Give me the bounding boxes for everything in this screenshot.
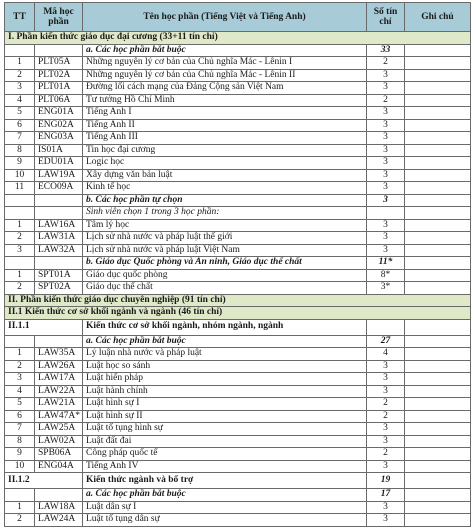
section-title: I. Phần kiến thức giáo dục đại cương (33+11 tín chỉ) <box>5 32 471 45</box>
group-credits: 33 <box>367 44 405 57</box>
row-name: Tư tưởng Hồ Chí Minh <box>83 94 367 107</box>
row-code: PLT01A <box>35 82 83 95</box>
row-code: IS01A <box>35 144 83 157</box>
row-tt: 2 <box>5 360 35 373</box>
row-credits: 3 <box>367 460 405 473</box>
block-row <box>5 473 471 489</box>
table-row <box>5 232 471 245</box>
row-code: LAW31A <box>35 232 83 245</box>
table-row <box>5 244 471 257</box>
group-row <box>5 335 471 348</box>
row-code: LAW25A <box>35 423 83 436</box>
row-tt: 8 <box>5 144 35 157</box>
table-row <box>5 69 471 82</box>
row-name: Luật học so sánh <box>83 360 367 373</box>
row-name: Đường lối cách mạng của Đảng Cộng sản Việt Nam <box>83 82 367 95</box>
row-name: Những nguyên lý cơ bản của Chủ nghĩa Mác - Lênin II <box>83 69 367 82</box>
row-code: LAW35A <box>35 348 83 361</box>
row-name: Giáo dục quốc phòng <box>83 269 367 282</box>
row-code: EDU01A <box>35 157 83 170</box>
header-code: Mã học phần <box>35 3 83 32</box>
block-title: Kiến thức ngành và bổ trợ <box>83 473 367 489</box>
note-row <box>5 207 471 220</box>
table-row <box>5 282 471 295</box>
row-tt: 7 <box>5 132 35 145</box>
row-tt: 2 <box>5 69 35 82</box>
table-row <box>5 360 471 373</box>
row-tt: 5 <box>5 107 35 120</box>
row-credits: 3 <box>367 82 405 95</box>
row-code: SPT02A <box>35 282 83 295</box>
table-row <box>5 132 471 145</box>
row-code: LAW17A <box>35 373 83 386</box>
block-id: II.1.1 <box>5 319 83 335</box>
row-code: ECO09A <box>35 182 83 195</box>
row-code: SPT01A <box>35 269 83 282</box>
row-name: Luật tố tụng dân sự <box>83 514 367 527</box>
row-name: Kinh tế học <box>83 182 367 195</box>
row-tt: 1 <box>5 269 35 282</box>
row-tt: 11 <box>5 182 35 195</box>
table-row <box>5 448 471 461</box>
group-credits: 3 <box>367 194 405 207</box>
row-code: ENG03A <box>35 132 83 145</box>
row-name: Lịch sử nhà nước và pháp luật thế giới <box>83 232 367 245</box>
row-code: LAW32A <box>35 244 83 257</box>
row-credits: 3 <box>367 373 405 386</box>
row-credits: 3 <box>367 169 405 182</box>
group-row <box>5 194 471 207</box>
table-row <box>5 348 471 361</box>
row-tt: 9 <box>5 448 35 461</box>
subsection-row <box>5 307 471 320</box>
row-name: Tiếng Anh IV <box>83 460 367 473</box>
table-row <box>5 373 471 386</box>
header-tt: TT <box>5 3 35 32</box>
row-credits: 3 <box>367 360 405 373</box>
group-credits: 17 <box>367 489 405 502</box>
row-credits: 3 <box>367 244 405 257</box>
row-credits: 3 <box>367 182 405 195</box>
table-row <box>5 82 471 95</box>
group-title: b. Các học phần tự chọn <box>83 194 367 207</box>
row-tt: 1 <box>5 219 35 232</box>
row-name: Lịch sử nhà nước và pháp luật Việt Nam <box>83 244 367 257</box>
row-tt: 3 <box>5 373 35 386</box>
row-tt: 1 <box>5 348 35 361</box>
group-credits: 11* <box>367 257 405 270</box>
table-row <box>5 435 471 448</box>
row-code: ENG01A <box>35 107 83 120</box>
row-code: LAW19A <box>35 169 83 182</box>
table-row <box>5 269 471 282</box>
table-row <box>5 169 471 182</box>
row-credits: 3 <box>367 132 405 145</box>
row-name: Luật hành chính <box>83 385 367 398</box>
row-code: LAW24A <box>35 514 83 527</box>
row-tt: 4 <box>5 94 35 107</box>
row-credits: 3 <box>367 423 405 436</box>
table-row <box>5 119 471 132</box>
row-name: Luật hình sự I <box>83 398 367 411</box>
table-row <box>5 514 471 527</box>
group-title: a. Các học phần bắt buộc <box>83 489 367 502</box>
row-tt: 2 <box>5 514 35 527</box>
row-tt: 9 <box>5 157 35 170</box>
row-name: Luật đất đai <box>83 435 367 448</box>
group-note: Sinh viên chọn 1 trong 3 học phần: <box>83 207 367 220</box>
row-name: Logic học <box>83 157 367 170</box>
row-name: Những nguyên lý cơ bản của Chủ nghĩa Mác - Lênin I <box>83 57 367 70</box>
section-title: II. Phần kiến thức giáo dục chuyên nghiệp (91 tín chỉ) <box>5 294 471 307</box>
row-tt: 1 <box>5 57 35 70</box>
table-row <box>5 94 471 107</box>
row-name: Công pháp quốc tế <box>83 448 367 461</box>
header-credits: Số tín chỉ <box>367 3 405 32</box>
row-tt: 3 <box>5 82 35 95</box>
row-code: ENG02A <box>35 119 83 132</box>
table-row <box>5 460 471 473</box>
table-row <box>5 57 471 70</box>
header-note: Ghi chú <box>405 3 471 32</box>
row-credits: 3 <box>367 435 405 448</box>
row-tt: 2 <box>5 232 35 245</box>
group-row <box>5 44 471 57</box>
header-row <box>5 3 471 32</box>
row-code: ENG04A <box>35 460 83 473</box>
curriculum-table <box>4 2 471 527</box>
row-name: Tiếng Anh III <box>83 132 367 145</box>
table-row <box>5 423 471 436</box>
group-row <box>5 489 471 502</box>
row-name: Lý luận nhà nước và pháp luật <box>83 348 367 361</box>
row-credits: 3 <box>367 501 405 514</box>
row-code: SPB06A <box>35 448 83 461</box>
row-credits: 8* <box>367 269 405 282</box>
row-name: Tâm lý học <box>83 219 367 232</box>
row-credits: 2 <box>367 94 405 107</box>
row-code: LAW47A* <box>35 410 83 423</box>
header-name: Tên học phần (Tiếng Việt và Tiếng Anh) <box>83 3 367 32</box>
row-credits: 3 <box>367 69 405 82</box>
section-row <box>5 294 471 307</box>
subsection-title: II.1 Kiến thức cơ sở khối ngành và ngành (46 tín chỉ) <box>5 307 471 320</box>
row-tt: 10 <box>5 169 35 182</box>
block-row <box>5 319 471 335</box>
group-title: b. Giáo dục Quốc phòng và An ninh, Giáo dục thể chất <box>83 257 367 270</box>
row-code: LAW26A <box>35 360 83 373</box>
table-row <box>5 501 471 514</box>
row-tt: 10 <box>5 460 35 473</box>
row-code: LAW22A <box>35 385 83 398</box>
row-tt: 1 <box>5 501 35 514</box>
row-name: Luật tố tụng hình sự <box>83 423 367 436</box>
row-name: Luật dân sự I <box>83 501 367 514</box>
row-code: PLT05A <box>35 57 83 70</box>
table-row <box>5 182 471 195</box>
row-tt: 7 <box>5 423 35 436</box>
row-credits: 3 <box>367 144 405 157</box>
row-credits: 2 <box>367 57 405 70</box>
table-row <box>5 385 471 398</box>
section-row <box>5 32 471 45</box>
row-name: Tiếng Anh I <box>83 107 367 120</box>
row-name: Tiếng Anh II <box>83 119 367 132</box>
block-credits: 19 <box>367 473 405 489</box>
row-name: Xây dựng văn bản luật <box>83 169 367 182</box>
row-code: LAW16A <box>35 219 83 232</box>
row-credits: 3 <box>367 107 405 120</box>
row-credits: 4 <box>367 348 405 361</box>
row-credits: 3* <box>367 282 405 295</box>
row-code: PLT06A <box>35 94 83 107</box>
row-credits: 3 <box>367 514 405 527</box>
row-credits: 3 <box>367 385 405 398</box>
table-row <box>5 107 471 120</box>
row-name: Luật hình sự II <box>83 410 367 423</box>
row-tt: 2 <box>5 282 35 295</box>
row-code: LAW21A <box>35 398 83 411</box>
table-row <box>5 157 471 170</box>
table-row <box>5 398 471 411</box>
row-name: Giáo dục thể chất <box>83 282 367 295</box>
row-name: Luật hiến pháp <box>83 373 367 386</box>
row-name: Tin học đại cương <box>83 144 367 157</box>
row-credits: 2 <box>367 398 405 411</box>
table-row <box>5 410 471 423</box>
row-credits: 2 <box>367 410 405 423</box>
block-id: II.1.2 <box>5 473 83 489</box>
row-tt: 5 <box>5 398 35 411</box>
row-tt: 4 <box>5 385 35 398</box>
row-credits: 3 <box>367 232 405 245</box>
table-row <box>5 219 471 232</box>
row-tt: 6 <box>5 119 35 132</box>
group-row <box>5 257 471 270</box>
row-tt: 3 <box>5 244 35 257</box>
row-tt: 6 <box>5 410 35 423</box>
row-code: LAW02A <box>35 435 83 448</box>
group-title: a. Các học phần bắt buộc <box>83 335 367 348</box>
table-row <box>5 144 471 157</box>
row-credits: 3 <box>367 157 405 170</box>
row-code: LAW18A <box>35 501 83 514</box>
group-title: a. Các học phần bắt buộc <box>83 44 367 57</box>
row-code: PLT02A <box>35 69 83 82</box>
row-credits: 2 <box>367 448 405 461</box>
row-tt: 8 <box>5 435 35 448</box>
group-credits: 27 <box>367 335 405 348</box>
row-credits: 3 <box>367 119 405 132</box>
row-credits: 3 <box>367 219 405 232</box>
block-title: Kiến thức cơ sở khối ngành, nhóm ngành, ngành <box>83 319 367 335</box>
